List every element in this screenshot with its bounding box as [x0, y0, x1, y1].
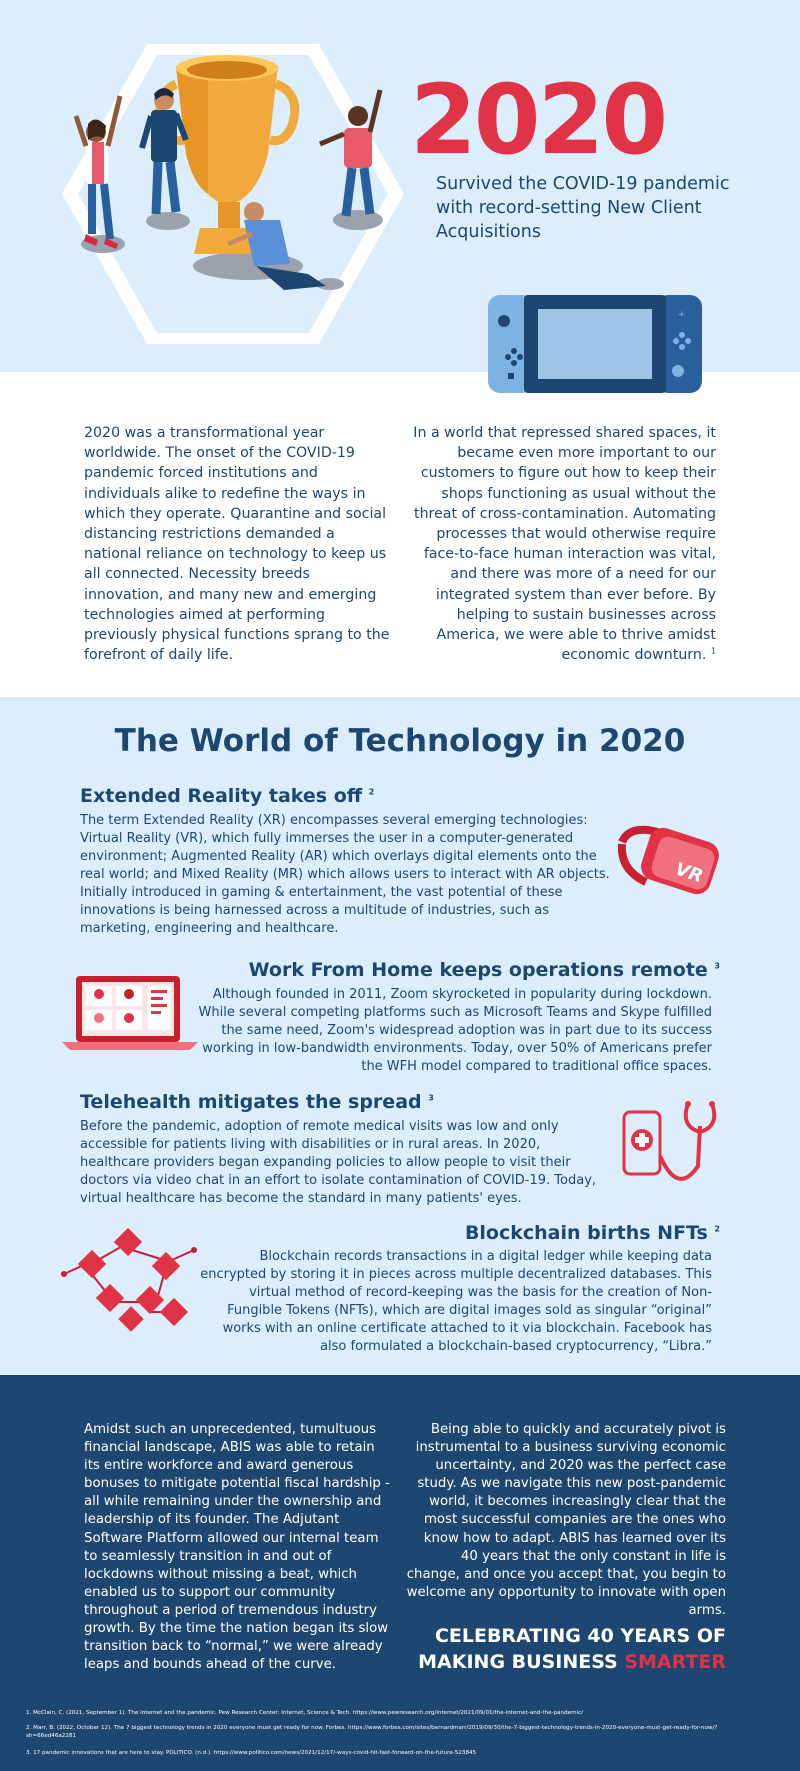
wfh-heading: [200, 959, 720, 981]
closing-right-paragraph: Being able to quickly and accurately pivot is instrumental to a business surviving economic uncertainty, and 2020 was the perfect case study. As we navigate this new post-pandemic world, it becomes increasingly clear that the most successful companies are the ones who know how to adapt. ABIS has learned over its 40 years that the only constant in life is change, and once you accept that, you begin to welcome any opportunity to innovate with open arms.: [406, 1422, 726, 1618]
xr-heading: [80, 785, 374, 807]
xr-body: The term Extended Reality (XR) encompasses several emerging technologies: Virtual Reality (VR), which fully immerses the user in a computer-generated environment; Augmented Reality (AR) which overlays digital elements onto the real world; and Mixed Reality (MR) which allows users to interact with AR objects. Initially introduced in gaming & entertainment, the vast potential of these innovations is being harnessed across a multitude of industries, such as marketing, engineering and healthcare.: [80, 813, 610, 936]
closing-left-paragraph: Amidst such an unprecedented, tumultuous financial landscape, ABIS was able to retain its entire workforce and award generous bonuses to mitigate potential fiscal hardship - all while remaining under the ownership and leadership of its founder. The Adjutant Software Platform allowed our internal team to seamlessly transition in and out of lockdowns without missing a beat, which enabled us to support our community throughout a period of tremendous industry growth. By the time the nation began its slow transition back to “normal,” we were already leaps and bounds ahead of the curve.: [84, 1422, 390, 1673]
wfh-body: Although founded in 2011, Zoom skyrocketed in popularity during lockdown. While several competing platforms such as Microsoft Teams and Skype fulfilled the same need, Zoom's widespread adoption was in part due to its success working in low-bandwidth environments. Today, over 50% of Americans prefer the WFH model compared to traditional office spaces.: [198, 987, 712, 1074]
celebration-line-2-text: MAKING BUSINESS: [418, 1651, 625, 1673]
vr-headset-icon: [618, 822, 726, 908]
hero-year: 2020: [410, 64, 666, 176]
blockchain-body: Blockchain records transactions in a digital ledger while keeping data encrypted by storing it in pieces across multiple decentralized databases. This virtual method of record-keeping was the basis for the creation of Non-Fungible Tokens (NFTs), which are digital images sold as singular “original” works with an online certificate attached to it via blockchain. Facebook has also formulated a blockchain-based cryptocurrency, “Libra.”: [200, 1249, 712, 1354]
celebration-tagline: [380, 1623, 726, 1675]
phone-stethoscope-icon: [618, 1096, 718, 1200]
footnote-3: 3. 17 pandemic innovations that are here to stay. POLITICO. (n.d.). https://www.politico.com/news/2021/12/17/-ways-covid-hit-fast-forward-on-the-future-523845: [26, 1750, 477, 1756]
blockchain-heading-text: Blockchain births NFTs: [464, 1222, 708, 1244]
wfh-heading-text: Work From Home keeps operations remote: [248, 959, 708, 981]
telehealth-heading: [80, 1091, 434, 1113]
footnote-ref: 1: [710, 646, 716, 656]
laptop-video-call-icon: [62, 972, 198, 1052]
blockchain-heading: [300, 1222, 720, 1244]
footnote-ref: 2: [368, 787, 375, 797]
footnote-ref: 3: [714, 961, 720, 971]
telehealth-heading-text: Telehealth mitigates the spread: [80, 1091, 422, 1113]
footnote-1: 1. McClain, C. (2021, September 1). The internet and the pandemic. Pew Research Center: Internet, Science & Tech. https://www.pewresearch.org/internet/2021/09/01/the-internet-and-the-pandemic/: [26, 1710, 584, 1716]
game-console-icon: [488, 295, 702, 393]
telehealth-body: Before the pandemic, adoption of remote medical visits was low and only accessible for patients living with disabilities or in rural areas. In 2020, healthcare providers began expanding policies to allow people to visit their doctors via video chat in an effort to isolate contamination of COVID-19. Today, virtual healthcare has become the standard in many patients' eyes.: [80, 1119, 597, 1206]
celebration-line-2: [380, 1649, 726, 1675]
xr-heading-text: Extended Reality takes off: [80, 785, 363, 807]
footnote-ref: 2: [714, 1224, 720, 1234]
intro-right-text: In a world that repressed shared spaces, it became even more important to our customers to figure out how to keep their shops functioning as usual without the threat of cross-contamination. Automating processes that would otherwise require face-to-face human interaction was vital, and there was more of a need for our integrated system than ever before. By helping to sustain businesses across America, we were able to thrive amidst economic downturn.: [413, 425, 716, 664]
blockchain-cubes-icon: [60, 1226, 200, 1334]
intro-left-paragraph: 2020 was a transformational year worldwide. The onset of the COVID-19 pandemic forced institutions and individuals alike to redefine the ways in which they operate. Quarantine and social distancing restrictions demanded a national reliance on technology to keep us all connected. Necessity breeds innovation, and many new and emerging technologies aimed at performing previously physical functions sprang to the forefront of daily life.: [84, 425, 390, 664]
svg-text:+: +: [678, 310, 686, 320]
footnote-ref: 3: [428, 1093, 434, 1103]
tech-section-title: The World of Technology in 2020: [114, 723, 686, 759]
celebration-smarter: SMARTER: [624, 1651, 726, 1673]
trophy-team-illustration: [58, 44, 408, 344]
hero-tagline: Survived the COVID-19 pandemic with record-setting New Client Acquisitions: [436, 174, 730, 242]
footnote-2: 2. Marr, B. (2022, October 12). The 7 biggest technology trends in 2020 everyone must get ready for now. Forbes. https://www.forbes.com/sites/bernardmarr/2019/09/30/the-7-biggest-technology-trends-in-2020-everyone-must-get-ready-for-now/?sh=66ed46a2281: [26, 1725, 718, 1739]
celebration-line-1: CELEBRATING 40 YEARS OF: [434, 1625, 726, 1647]
intro-right-paragraph: [402, 423, 716, 665]
vr-label: VR: [672, 858, 706, 888]
